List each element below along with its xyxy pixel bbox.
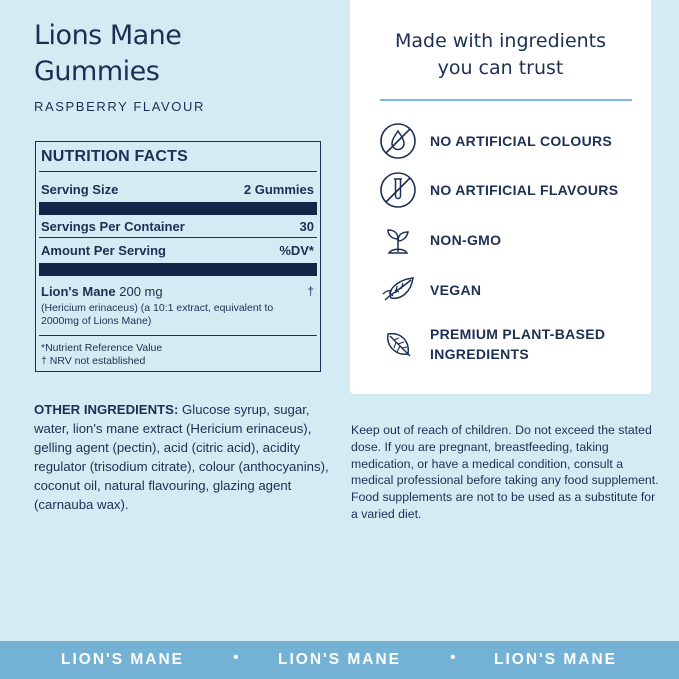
divider xyxy=(39,171,317,172)
claim-label xyxy=(430,324,605,364)
warning-paragraph1: Keep out of reach of children. Do not exceed the stated dose. If you are pregnant, breastfeeding, taking medication, or have a medical condition, consult a medical professional before taking any food supplement. xyxy=(351,423,659,488)
nutrition-facts-heading: NUTRITION FACTS xyxy=(41,148,188,165)
claim-label-line1: PREMIUM PLANT-BASED xyxy=(430,326,606,342)
servings-value: 30 xyxy=(299,219,314,234)
claim-label: NO ARTIFICIAL COLOURS xyxy=(430,133,613,149)
claim-label: NON-GMO xyxy=(430,232,502,248)
divider xyxy=(39,237,317,238)
servings-row xyxy=(41,219,314,234)
product-title-line1: Lions Mane xyxy=(34,20,182,51)
product-flavour: RASPBERRY FLAVOUR xyxy=(34,99,205,114)
ingredient-note-line2: 2000mg of Lions Mane) xyxy=(41,315,152,327)
claim-no-artificial-flavours xyxy=(378,170,618,210)
ingredient-dv: † xyxy=(307,284,314,298)
claim-label: VEGAN xyxy=(430,282,482,298)
nutrition-facts-panel xyxy=(35,141,321,372)
footnote-nrv-not-established: † NRV not established xyxy=(41,355,146,367)
sprout-icon xyxy=(378,220,418,260)
other-ingredients-label: OTHER INGREDIENTS: xyxy=(34,402,179,417)
footer-item: LION'S MANE xyxy=(61,651,184,668)
other-ingredients xyxy=(34,400,334,514)
divider xyxy=(39,335,317,336)
trust-card xyxy=(350,0,651,394)
warning-text xyxy=(351,422,661,523)
serving-size-value: 2 Gummies xyxy=(243,182,314,197)
footer-separator: • xyxy=(450,649,456,666)
trust-heading xyxy=(350,28,651,82)
trust-divider xyxy=(380,99,632,101)
no-flavour-tube-icon xyxy=(378,170,418,210)
trust-heading-line1: Made with ingredients xyxy=(394,30,607,52)
ingredient-row xyxy=(41,284,163,299)
footnote-nrv: *Nutrient Reference Value xyxy=(41,342,163,354)
other-ingredients-text: Glucose syrup, sugar, water, lion's mane extract (Hericium erinaceus), gelling agent (pectin), acid (citric acid), acidity regulator (trisodium citrate), colour (anthocyanins), coconut oil, natural flavouring, glazing agent (carnauba wax). xyxy=(34,402,329,512)
divider-bar xyxy=(39,202,317,215)
product-title xyxy=(34,18,181,90)
trust-heading-line2: you can trust xyxy=(437,57,564,79)
claim-label: NO ARTIFICIAL FLAVOURS xyxy=(430,182,619,198)
claim-non-gmo xyxy=(378,220,501,260)
serving-size-label: Serving Size xyxy=(41,182,119,197)
footer-item: LION'S MANE xyxy=(278,651,401,668)
amount-row xyxy=(41,243,314,258)
footer-separator: • xyxy=(233,649,239,666)
servings-label: Servings Per Container xyxy=(41,219,185,234)
ingredient-note-line1: (Hericium erinaceus) (a 10:1 extract, equivalent to xyxy=(41,302,274,314)
footer-item: LION'S MANE xyxy=(494,651,617,668)
plant-leaf-icon xyxy=(378,324,418,364)
claim-premium-plant-based xyxy=(378,324,605,364)
footer-banner xyxy=(0,641,679,679)
warning-paragraph2: Food supplements are not to be used as a substitute for a varied diet. xyxy=(351,490,656,521)
amount-label: Amount Per Serving xyxy=(41,243,166,258)
amount-value: %DV* xyxy=(279,243,314,258)
ingredient-name: Lion's Mane xyxy=(41,284,116,299)
ingredient-amount: 200 mg xyxy=(119,284,163,299)
serving-size-row xyxy=(41,182,314,197)
claim-no-artificial-colours xyxy=(378,121,612,161)
product-title-line2: Gummies xyxy=(34,56,160,87)
leaf-icon xyxy=(378,270,418,310)
no-colour-drop-icon xyxy=(378,121,418,161)
divider-bar xyxy=(39,263,317,276)
claim-vegan xyxy=(378,270,481,310)
claim-label-line2: INGREDIENTS xyxy=(430,346,529,362)
